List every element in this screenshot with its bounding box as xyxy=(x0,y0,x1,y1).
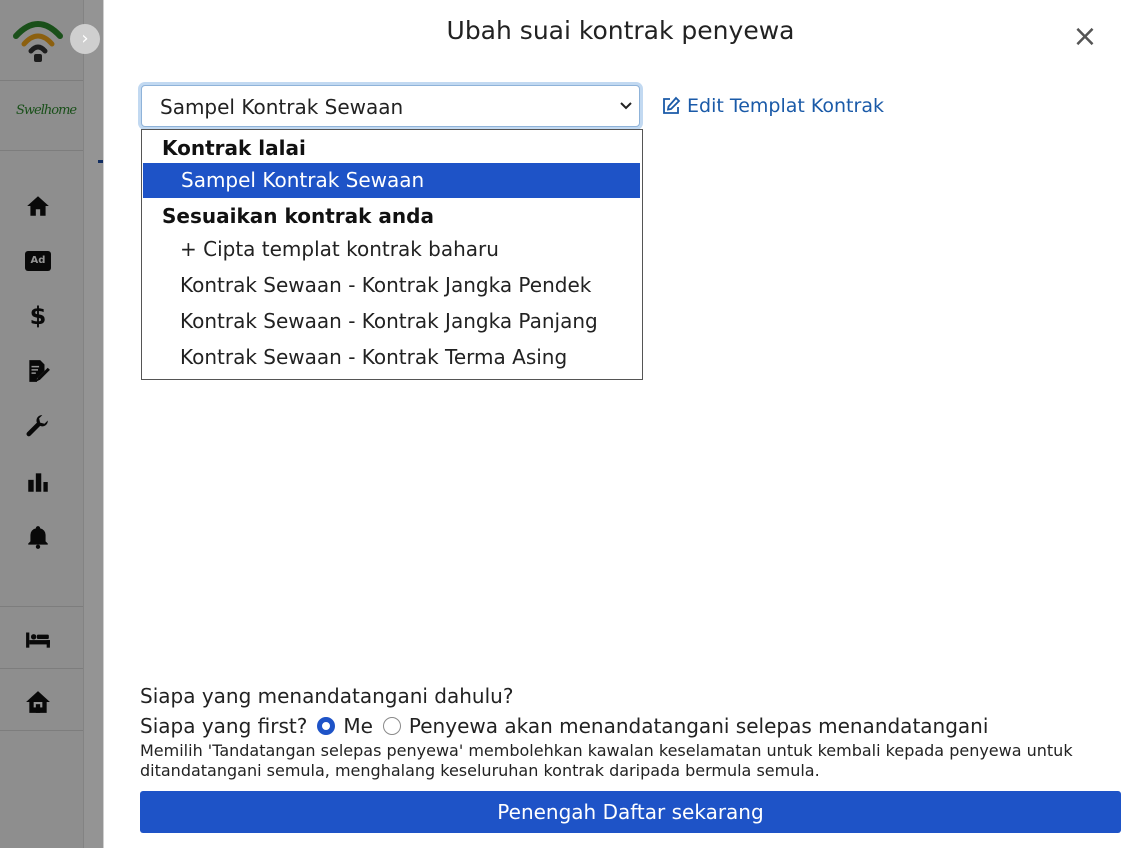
contract-dropdown-list xyxy=(141,129,643,380)
close-icon[interactable]: × xyxy=(1072,19,1098,54)
dropdown-option-long-term[interactable]: Kontrak Sewaan - Kontrak Jangka Panjang xyxy=(180,309,598,333)
radio-tenant[interactable] xyxy=(383,717,401,735)
contract-modal xyxy=(103,0,1136,848)
chevron-down-icon xyxy=(617,96,635,116)
radio-tenant-label[interactable]: Penyewa akan menandatangani selepas menandatangani xyxy=(408,714,989,738)
register-now-button[interactable]: Penengah Daftar sekarang xyxy=(140,791,1121,833)
edit-template-link[interactable] xyxy=(661,95,884,117)
dropdown-option-foreign-terms[interactable]: Kontrak Sewaan - Kontrak Terma Asing xyxy=(180,345,568,369)
radio-me-label[interactable]: Me xyxy=(343,714,373,738)
dropdown-option-sample[interactable]: Sampel Kontrak Sewaan xyxy=(143,163,640,198)
dollar-label: $ xyxy=(29,302,47,330)
dropdown-group-default: Kontrak lalai xyxy=(162,136,306,160)
dropdown-option-short-term[interactable]: Kontrak Sewaan - Kontrak Jangka Pendek xyxy=(180,273,592,297)
signing-question: Siapa yang first? xyxy=(140,714,308,738)
contract-select[interactable] xyxy=(141,85,640,127)
sidebar-collapse-button[interactable]: › xyxy=(70,24,100,54)
brand-logo: Swelhome xyxy=(16,103,77,118)
edit-template-label: Edit Templat Kontrak xyxy=(687,95,884,117)
dropdown-group-custom: Sesuaikan kontrak anda xyxy=(162,204,434,228)
modal-title: Ubah suai kontrak penyewa xyxy=(446,16,795,45)
dropdown-option-create[interactable]: + Cipta templat kontrak baharu xyxy=(180,237,499,261)
signing-help-text: Memilih 'Tandatangan selepas penyewa' membolehkan kawalan keselamatan untuk kembali kepada penyewa untuk ditandatangani semula, menghalang keseluruhan kontrak daripada bermula semula. xyxy=(140,741,1073,780)
signing-order-heading: Siapa yang menandatangani dahulu? xyxy=(140,684,514,708)
edit-icon xyxy=(661,96,681,116)
ad-label: Ad xyxy=(25,251,51,271)
radio-me[interactable] xyxy=(317,717,335,735)
contract-select-value: Sampel Kontrak Sewaan xyxy=(160,95,404,119)
signing-order-options xyxy=(140,714,988,738)
